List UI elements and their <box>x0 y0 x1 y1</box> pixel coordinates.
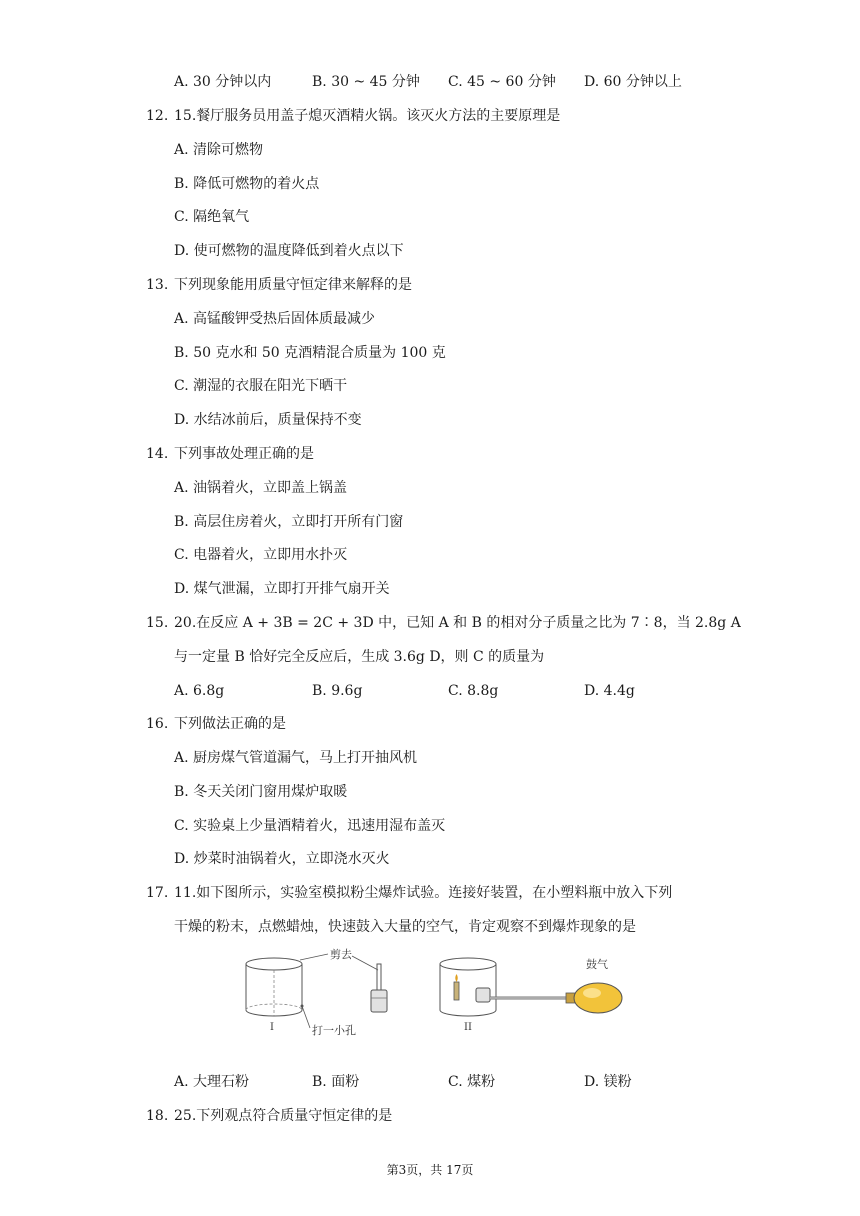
q16-option-a: A. 厨房煤气管道漏气，马上打开抽风机 <box>174 750 418 766</box>
dust-explosion-apparatus-figure <box>236 948 634 1040</box>
q16-stem: 下列做法正确的是 <box>174 716 286 732</box>
can-figure-1 <box>246 958 304 1016</box>
q17-option-c: C. 煤粉 <box>448 1074 496 1090</box>
apparatus-diagram <box>236 948 634 1040</box>
small-plastic-bottle-icon <box>371 964 387 1012</box>
q18-number: 18. <box>146 1108 169 1124</box>
q13-stem: 下列现象能用质量守恒定律来解释的是 <box>174 277 412 293</box>
q11-option-c: C. 45 ~ 60 分钟 <box>448 74 556 90</box>
q15-number: 15. <box>146 615 169 631</box>
q17-option-d: D. 镁粉 <box>584 1074 632 1090</box>
q13-option-d: D. 水结冰前后，质量保持不变 <box>174 412 362 428</box>
q14-number: 14. <box>146 446 169 462</box>
q16-option-b: B. 冬天关闭门窗用煤炉取暖 <box>174 784 348 800</box>
q17-option-b: B. 面粉 <box>312 1074 360 1090</box>
flame-icon <box>455 974 458 982</box>
label-blow: 鼓气 <box>586 958 608 971</box>
q18-stem: 25.下列观点符合质量守恒定律的是 <box>174 1108 393 1124</box>
q13-option-a: A. 高锰酸钾受热后固体质最减少 <box>174 311 376 327</box>
q12-option-a: A. 清除可燃物 <box>174 142 264 158</box>
label-cut: 剪去 <box>330 948 352 961</box>
q14-option-a: A. 油锅着火，立即盖上锅盖 <box>174 480 348 496</box>
q14-stem: 下列事故处理正确的是 <box>174 446 314 462</box>
q17-options <box>174 1072 734 1092</box>
label-hole: 打一小孔 <box>312 1024 356 1037</box>
q11-options <box>174 72 734 92</box>
q11-option-a: A. 30 分钟以内 <box>174 74 272 90</box>
q12-number: 12. <box>146 108 169 124</box>
q12-stem: 15.餐厅服务员用盖子熄灭酒精火锅。该灭火方法的主要原理是 <box>174 108 561 124</box>
q15-option-c: C. 8.8g <box>448 683 499 699</box>
q17-number: 17. <box>146 885 169 901</box>
q17-option-a: A. 大理石粉 <box>174 1074 250 1090</box>
q16-option-c: C. 实验桌上少量酒精着火，迅速用湿布盖灭 <box>174 818 446 834</box>
q13-number: 13. <box>146 277 169 293</box>
q11-option-b: B. 30 ~ 45 分钟 <box>312 74 420 90</box>
q11-option-d: D. 60 分钟以上 <box>584 74 682 90</box>
label-figure-2: II <box>464 1022 472 1033</box>
q16-number: 16. <box>146 716 169 732</box>
q14-option-c: C. 电器着火，立即用水扑灭 <box>174 547 348 563</box>
candle-icon <box>454 982 459 1000</box>
q13-option-c: C. 潮湿的衣服在阳光下晒干 <box>174 378 348 394</box>
q12-option-d: D. 使可燃物的温度降低到着火点以下 <box>174 243 404 259</box>
can-figure-2 <box>440 958 496 1016</box>
label-figure-1: I <box>270 1022 274 1033</box>
q13-option-b: B. 50 克水和 50 克酒精混合质量为 100 克 <box>174 345 446 361</box>
q14-option-d: D. 煤气泄漏，立即打开排气扇开关 <box>174 581 390 597</box>
q12-option-c: C. 隔绝氧气 <box>174 209 250 225</box>
q12-option-b: B. 降低可燃物的着火点 <box>174 176 320 192</box>
q15-option-a: A. 6.8g <box>174 683 225 699</box>
q16-option-d: D. 炒菜时油锅着火，立即浇水灭火 <box>174 851 390 867</box>
q15-stem-line2: 与一定量 B 恰好完全反应后，生成 3.6g D，则 C 的质量为 <box>174 649 545 665</box>
powder-bottle-icon <box>476 988 490 1002</box>
q15-stem-line1: 20.在反应 A + 3B = 2C + 3D 中，已知 A 和 B 的相对分子质量之比为 7∶8，当 2.8g A <box>174 615 741 631</box>
q17-stem-line2: 干燥的粉末，点燃蜡烛，快速鼓入大量的空气，肯定观察不到爆炸现象的是 <box>174 919 636 935</box>
q17-stem-line1: 11.如下图所示，实验室模拟粉尘爆炸试验。连接好装置，在小塑料瓶中放入下列 <box>174 885 673 901</box>
q15-options <box>174 681 734 701</box>
q15-option-d: D. 4.4g <box>584 683 635 699</box>
air-bulb-icon <box>566 983 622 1013</box>
q14-option-b: B. 高层住房着火，立即打开所有门窗 <box>174 514 404 530</box>
q15-option-b: B. 9.6g <box>312 683 363 699</box>
page-footer: 第3页，共 17页 <box>386 1163 474 1177</box>
